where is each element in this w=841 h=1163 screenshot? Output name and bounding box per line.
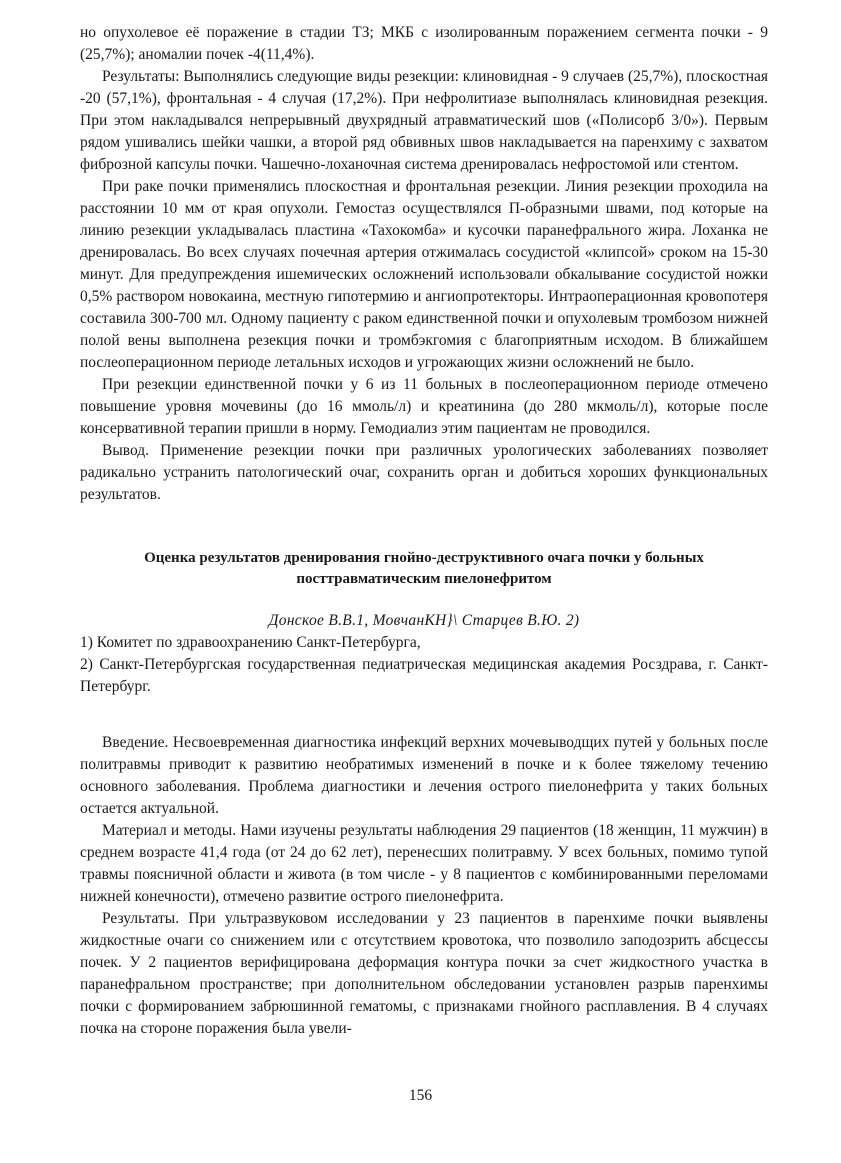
page-body	[80, 22, 768, 1040]
section-gap	[80, 506, 768, 548]
article-title-line-1: Оценка результатов дренирования гнойно-деструктивного очага почки у больных	[144, 550, 704, 566]
paragraph-single-kidney: При резекции единственной почки у 6 из 11 больных в послеоперационном периоде отмечено повышение уровня мочевины (до 16 ммоль/л) и креатинина (до 280 мкмоль/л), которые после консервативной терапии пришли в норму. Гемодиализ этим пациентам не проводился.	[80, 376, 768, 437]
paragraph-results-ultrasound: Результаты. При ультразвуковом исследовании у 23 пациентов в паренхиме почки выявлены жидкостные очаги со снижением или с отсутствием кровотока, что позволило заподозрить абсцессы почек. У 2 пациентов верифицирована деформация контура почки за счет жидкостного участка в паранефральном пространстве; при дополнительном обследовании установлен разрыв паренхимы почки с формированием забрюшинной гематомы, с признаками гнойного расплавления. В 4 случаях почка на стороне поражения была увели-	[80, 910, 768, 1037]
paragraph-results-resection: Результаты: Выполнялись следующие виды резекции: клиновидная - 9 случаев (25,7%), плоскостная -20 (57,1%), фронтальная - 4 случая (17,2%). При нефролитиазе выполнялась клиновидная резекция. При этом накладывался непрерывный двухрядный атравматический шов («Полисорб 3/0»). Первым рядом ушивались шейки чашки, а второй ряд обвивных швов накладывается на паренхиму с захватом фиброзной капсулы почки. Чашечно-лоханочная система дренировалась нефростомой или стентом.	[80, 68, 768, 173]
paragraph-materials-methods: Материал и методы. Нами изучены результаты наблюдения 29 пациентов (18 женщин, 11 мужчин) в среднем возрасте 41,4 года (от 24 до 62 лет), перенесших политравму. У всех больных, помимо тупой травмы поясничной области и живота (в том числе - у 8 пациентов с комбинированными переломами нижней конечности), отмечено развитие острого пиелонефрита.	[80, 822, 768, 905]
article-title-line-2: посттравматическим пиелонефритом	[296, 571, 552, 587]
affiliation-1: 1) Комитет по здравоохранению Санкт-Петербурга,	[80, 634, 421, 651]
paragraph-conclusion: Вывод. Применение резекции почки при различных урологических заболеваниях позволяет радикально устранить патологический очаг, сохранить орган и добиться хороших функциональных результатов.	[80, 442, 768, 503]
paragraph-anomalies: но опухолевое её поражение в стадии ТЗ; МКБ с изолированным поражением сегмента почки - 9 (25,7%); аномалии почек -4(11,4%).	[80, 24, 768, 63]
article-authors: Донское В.В.1, МовчанКН}\ Старцев В.Ю. 2)	[268, 612, 580, 629]
page-number: 156	[408, 1087, 433, 1104]
paragraph-introduction: Введение. Несвоевременная диагностика инфекций верхних мочевыводщих путей у больных после политравмы приводит к развитию необратимых изменений в почке и к более тяжелому течению основного заболевания. Проблема диагностики и лечения острого пиелонефрита у таких больных остается актуальной.	[80, 734, 768, 817]
affiliation-2: 2) Санкт-Петербургская государственная педиатрическая медицинская академия Росздрава, г. Санкт-Петербург.	[80, 656, 768, 695]
paragraph-kidney-cancer: При раке почки применялись плоскостная и фронтальная резекции. Линия резекции проходила на расстоянии 10 мм от края опухоли. Гемостаз осуществлялся П-образными швами, под которые на линию резекции укладывалась пластина «Тахокомба» и кусочки паранефрального жира. Лоханка не дренировалась. Во всех случаях почечная артерия отжималась сосудистой «клипсой» сроком на 15-30 минут. Для предупреждения ишемических осложнений использовали обкалывание сосудистой ножки 0,5% раствором новокаина, местную гипотермию и ангиопротекторы. Интраоперационная кровопотеря составила 300-700 мл. Одному пациенту с раком единственной почки и опухолевым тромбозом нижней полой вены выполнена резекция почки и тромбэкгомия с благоприятным исходом. В ближайшем послеоперационном периоде летальных исходов и угрожающих жизни осложнений не было.	[80, 178, 768, 371]
